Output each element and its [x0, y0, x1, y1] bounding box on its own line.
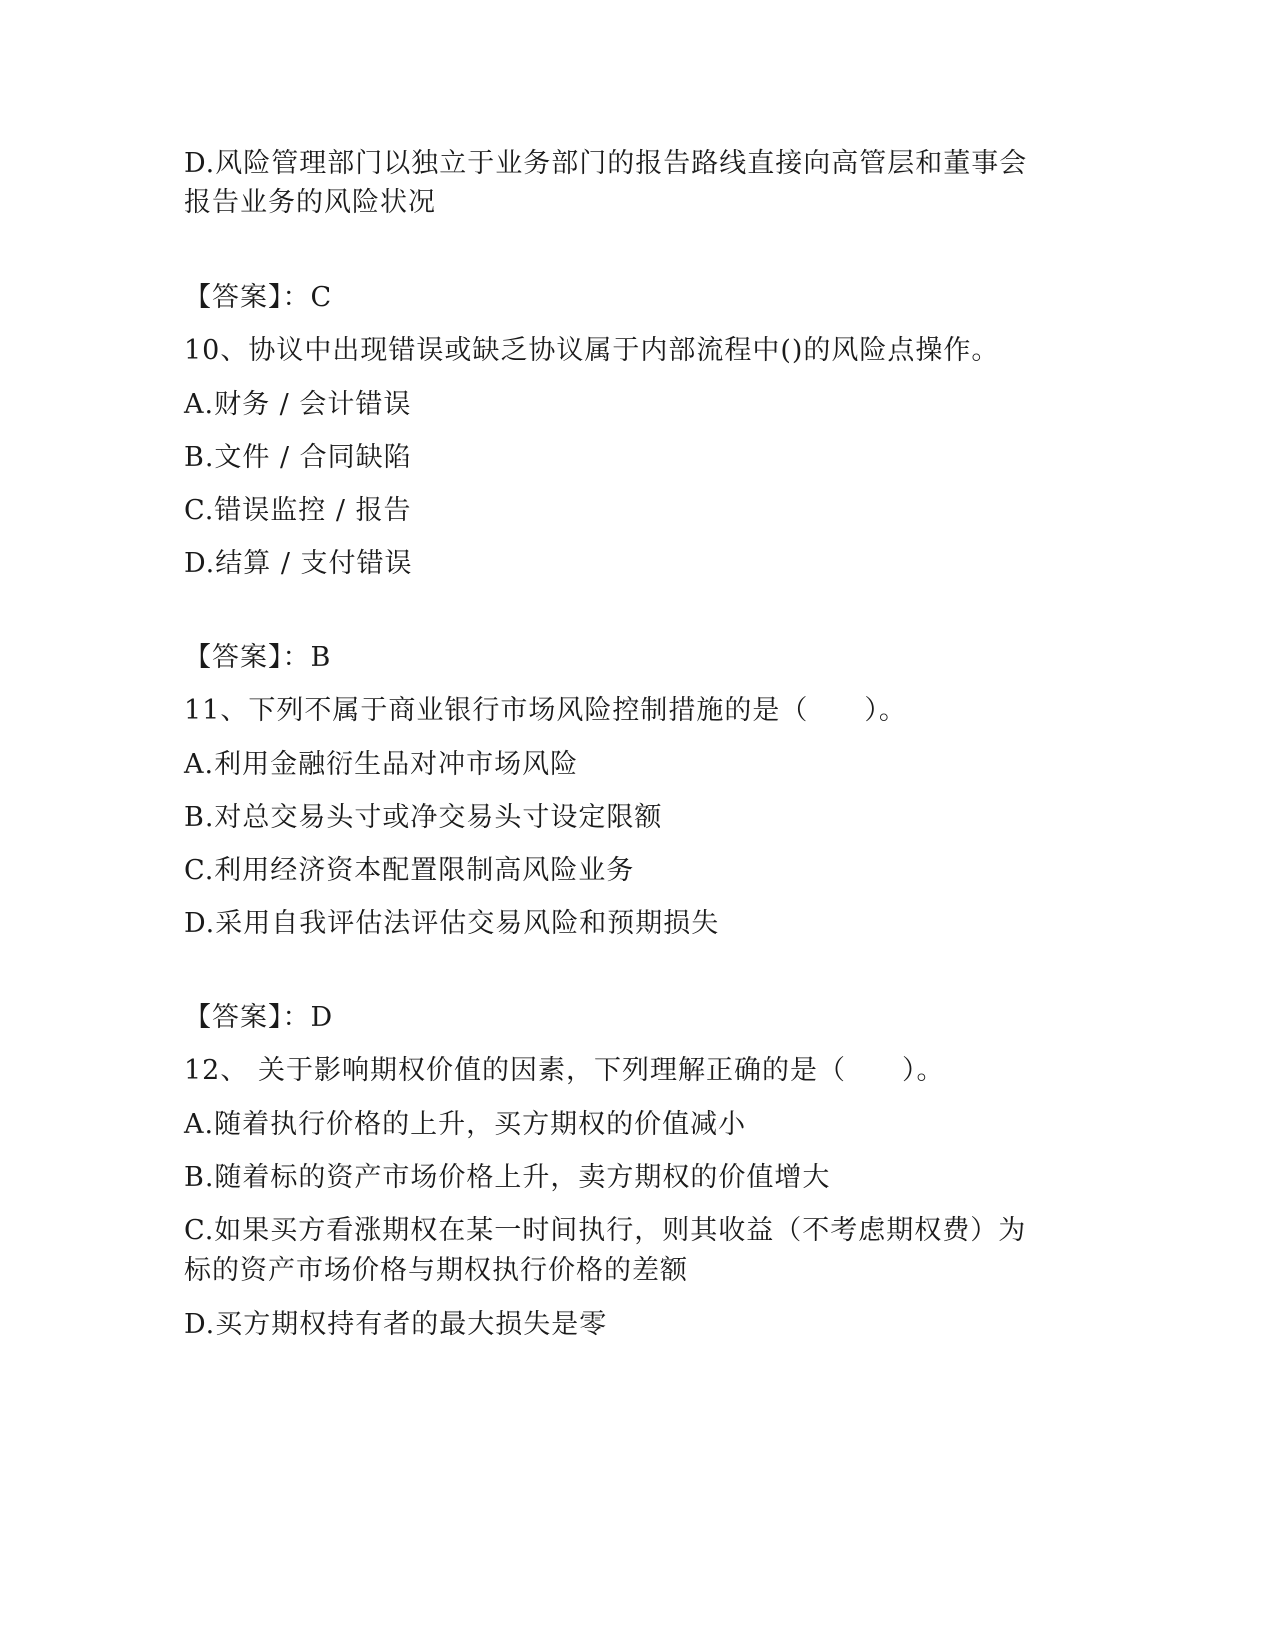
- question-12-option-a: A.随着执行价格的上升，买方期权的价值减小: [184, 1109, 747, 1140]
- question-12-option-d: D.买方期权持有者的最大损失是零: [184, 1309, 608, 1340]
- question-12-option-b: B.随着标的资产市场价格上升，卖方期权的价值增大: [184, 1162, 831, 1193]
- question-11-option-c: C.利用经济资本配置限制高风险业务: [184, 855, 635, 886]
- question-10-option-c: C.错误监控 / 报告: [184, 495, 412, 526]
- question-11-option-a: A.利用金融衍生品对冲市场风险: [184, 749, 579, 780]
- option-d-line1: D.风险管理部门以独立于业务部门的报告路线直接向高管层和董事会: [184, 148, 1028, 179]
- answer-label: 【答案】：C: [184, 282, 333, 313]
- question-11-option-b: B.对总交易头寸或净交易头寸设定限额: [184, 802, 663, 833]
- question-12-stem: 12、 关于影响期权价值的因素，下列理解正确的是（ ）。: [184, 1055, 945, 1086]
- question-10-option-d: D.结算 / 支付错误: [184, 548, 413, 579]
- question-11-answer: 【答案】：D: [184, 1002, 334, 1033]
- question-11-option-d: D.采用自我评估法评估交易风险和预期损失: [184, 908, 720, 939]
- question-10-answer: 【答案】：B: [184, 642, 332, 673]
- question-11-stem: 11、下列不属于商业银行市场风险控制措施的是（ ）。: [184, 695, 907, 726]
- option-d-line2: 报告业务的风险状况: [184, 187, 436, 218]
- question-10-option-a: A.财务 / 会计错误: [184, 389, 412, 420]
- question-12-option-c-line1: C.如果买方看涨期权在某一时间执行，则其收益（不考虑期权费）为: [184, 1215, 1027, 1246]
- question-12-option-c-line2: 标的资产市场价格与期权执行价格的差额: [184, 1255, 688, 1286]
- question-10-option-b: B.文件 / 合同缺陷: [184, 442, 412, 473]
- question-10-stem: 10、协议中出现错误或缺乏协议属于内部流程中()的风险点操作。: [184, 335, 1000, 366]
